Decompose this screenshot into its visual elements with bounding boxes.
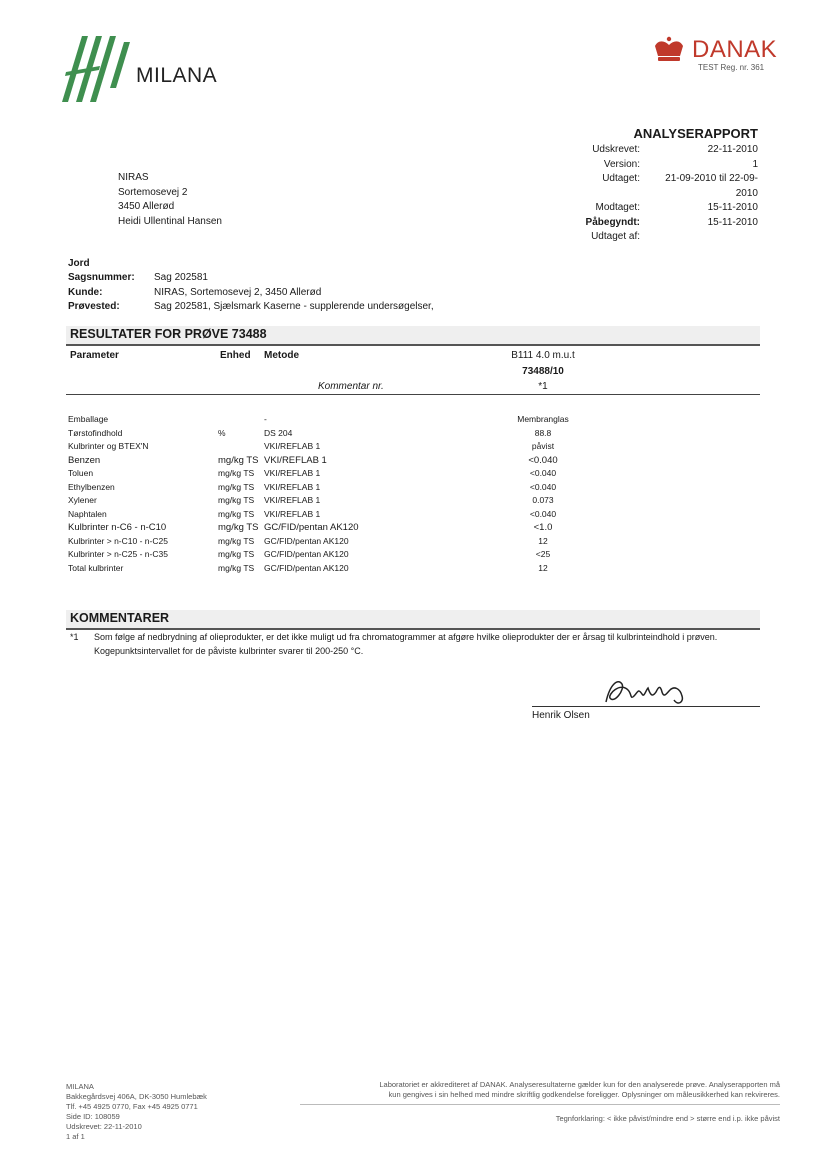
row-value: <1.0: [533, 522, 553, 533]
row-method: VKI/REFLAB 1: [264, 508, 321, 519]
table-row: [68, 495, 760, 508]
row-unit: mg/kg TS: [218, 481, 255, 492]
table-row: [68, 441, 760, 454]
col-unit: Enhed: [220, 350, 251, 361]
address-line: Heidi Ullentinal Hansen: [118, 215, 222, 227]
row-value: 88.8: [534, 427, 552, 438]
table-row: [68, 414, 760, 427]
row-method: GC/FID/pentan AK120: [264, 549, 349, 559]
col-method: Metode: [264, 350, 299, 361]
row-unit: mg/kg TS: [218, 549, 255, 559]
meta-label: Påbegyndt:: [585, 216, 640, 228]
row-unit: mg/kg TS: [218, 522, 259, 533]
sample-label: B111 4.0 m.u.t: [511, 350, 575, 361]
row-parameter: Toluen: [68, 468, 94, 478]
table-row: [68, 509, 760, 522]
row-parameter: Xylener: [68, 495, 97, 505]
danak-logo-text: DANAK: [692, 36, 778, 63]
comments-band: [66, 610, 760, 630]
table-row: [68, 455, 760, 468]
row-value: <0.040: [529, 508, 557, 519]
footer-line: 1 af 1: [66, 1132, 85, 1141]
crown-icon: [652, 36, 686, 64]
table-row: [68, 428, 760, 441]
danak-registration: TEST Reg. nr. 361: [698, 63, 765, 72]
row-parameter: Emballage: [68, 414, 109, 424]
row-parameter: Benzen: [68, 454, 101, 466]
signatory-name: Henrik Olsen: [532, 710, 590, 721]
meta-value: 15-11-2010: [707, 216, 758, 228]
row-parameter: Kulbrinter > n-C10 - n-C25: [68, 535, 168, 546]
table-row: [68, 563, 760, 576]
address-line: 3450 Allerød: [118, 201, 175, 212]
footer-line: Tlf. +45 4925 0770, Fax +45 4925 0771: [66, 1102, 198, 1111]
signature-icon: [600, 674, 690, 710]
row-method: VKI/REFLAB 1: [264, 495, 321, 505]
matrix-label: Jord: [68, 258, 90, 269]
row-method: VKI/REFLAB 1: [264, 468, 321, 478]
row-method: DS 204: [264, 427, 293, 438]
meta-value: 22-11-2010: [707, 144, 758, 155]
table-row: [68, 522, 760, 535]
row-method: VKI/REFLAB 1: [264, 481, 321, 492]
report-title: ANALYSERAPPORT: [633, 126, 758, 141]
comment-number: *1: [70, 632, 79, 642]
comment-text: Som følge af nedbrydning af olieprodukter, er det ikke muligt ud fra chromatogrammer at afgøre hvilke olieprodukter der er årsag til kulbrinteindhold i prøven. Kogepunktsintervallet for de påviste kulbrinter svarer til 200-250 °C.: [94, 632, 718, 656]
row-method: GC/FID/pentan AK120: [264, 535, 349, 546]
meta-label: Udtaget af:: [591, 231, 640, 242]
footer-line: Udskrevet: 22-11-2010: [66, 1122, 142, 1131]
row-value: <25: [535, 549, 551, 559]
row-parameter: Kulbrinter og BTEX'N: [68, 441, 149, 451]
row-unit: mg/kg TS: [218, 468, 255, 478]
meta-label: Udskrevet:: [592, 144, 640, 155]
footer-company: [66, 1082, 207, 1142]
meta-value: 21-09-2010 til 22-09-: [665, 173, 758, 184]
row-value: påvist: [531, 441, 555, 451]
row-value: Membranglas: [517, 414, 569, 424]
comment-label: Kommentar nr.: [318, 381, 384, 392]
row-unit: mg/kg TS: [218, 454, 259, 466]
info-label: Kunde:: [68, 286, 103, 298]
logo-text: MILANA: [136, 64, 218, 87]
row-parameter: Tørstofindhold: [68, 427, 123, 438]
row-parameter: Ethylbenzen: [68, 481, 115, 492]
row-value: <0.040: [529, 481, 557, 492]
results-divider: [66, 394, 760, 395]
footer-line: MILANA: [66, 1082, 94, 1091]
footer-line: Side ID: 108059: [66, 1112, 120, 1121]
row-unit: mg/kg TS: [218, 508, 255, 519]
footer-disclaimer-line: Laboratoriet er akkrediteret af DANAK. Analyseresultaterne gælder kun for den analyserede prøve. Analyserapporten må: [379, 1080, 780, 1089]
meta-value: 2010: [735, 187, 758, 199]
row-parameter: Naphtalen: [68, 508, 107, 519]
col-parameter: Parameter: [70, 350, 119, 361]
meta-label: Udtaget:: [602, 173, 640, 184]
address-line: NIRAS: [118, 172, 149, 183]
row-value: 12: [538, 535, 548, 546]
row-method: GC/FID/pentan AK120: [264, 562, 349, 573]
row-value: 0.073: [532, 495, 554, 505]
info-value: Sag 202581, Sjælsmark Kaserne - supplerende undersøgelser,: [154, 301, 434, 312]
meta-label: Version:: [603, 158, 640, 170]
milana-logo-icon: [60, 32, 134, 106]
info-label: Prøvested:: [68, 301, 120, 312]
row-value: 12: [538, 562, 548, 573]
footer-disclaimer: [300, 1080, 780, 1100]
row-unit: mg/kg TS: [218, 495, 255, 505]
address-line: Sortemosevej 2: [118, 186, 188, 198]
sample-id: 73488/10: [522, 366, 564, 377]
row-parameter: Kulbrinter > n-C25 - n-C35: [68, 549, 168, 559]
table-row: [68, 549, 760, 562]
footer-disclaimer-line: kun gengives i sin helhed med mindre skriftlig godkendelse foreligger. Oplysninger om måleusikkerhed kan rekvireres.: [388, 1090, 780, 1099]
footer-line: Bakkegårdsvej 406A, DK-3050 Humlebæk: [66, 1092, 207, 1101]
info-label: Sagsnummer:: [68, 272, 135, 283]
info-value: Sag 202581: [154, 272, 208, 283]
footer-divider: [300, 1104, 780, 1105]
row-unit: mg/kg TS: [218, 562, 255, 573]
comment-ref: *1: [538, 381, 548, 392]
row-value: <0.040: [529, 468, 557, 478]
row-parameter: Kulbrinter n-C6 - n-C10: [68, 522, 167, 533]
table-row: [68, 536, 760, 549]
row-method: VKI/REFLAB 1: [264, 441, 321, 451]
meta-value: 15-11-2010: [707, 202, 758, 213]
footer-legend: Tegnforklaring: < ikke påvist/mindre end > større end i.p. ikke påvist: [555, 1114, 780, 1123]
row-unit: mg/kg TS: [218, 535, 255, 546]
row-method: VKI/REFLAB 1: [264, 454, 327, 466]
table-row: [68, 482, 760, 495]
table-row: [68, 468, 760, 481]
comments-title: KOMMENTARER: [70, 611, 170, 625]
meta-label: Modtaget:: [595, 202, 640, 213]
row-value: <0.040: [528, 454, 558, 466]
signature-line: [532, 706, 760, 707]
row-unit: %: [218, 427, 226, 438]
row-method: -: [264, 414, 267, 424]
meta-value: 1: [752, 158, 758, 170]
info-value: NIRAS, Sortemosevej 2, 3450 Allerød: [154, 286, 322, 298]
row-parameter: Total kulbrinter: [68, 562, 124, 573]
row-method: GC/FID/pentan AK120: [264, 522, 359, 533]
results-title: RESULTATER FOR PRØVE 73488: [70, 327, 267, 341]
